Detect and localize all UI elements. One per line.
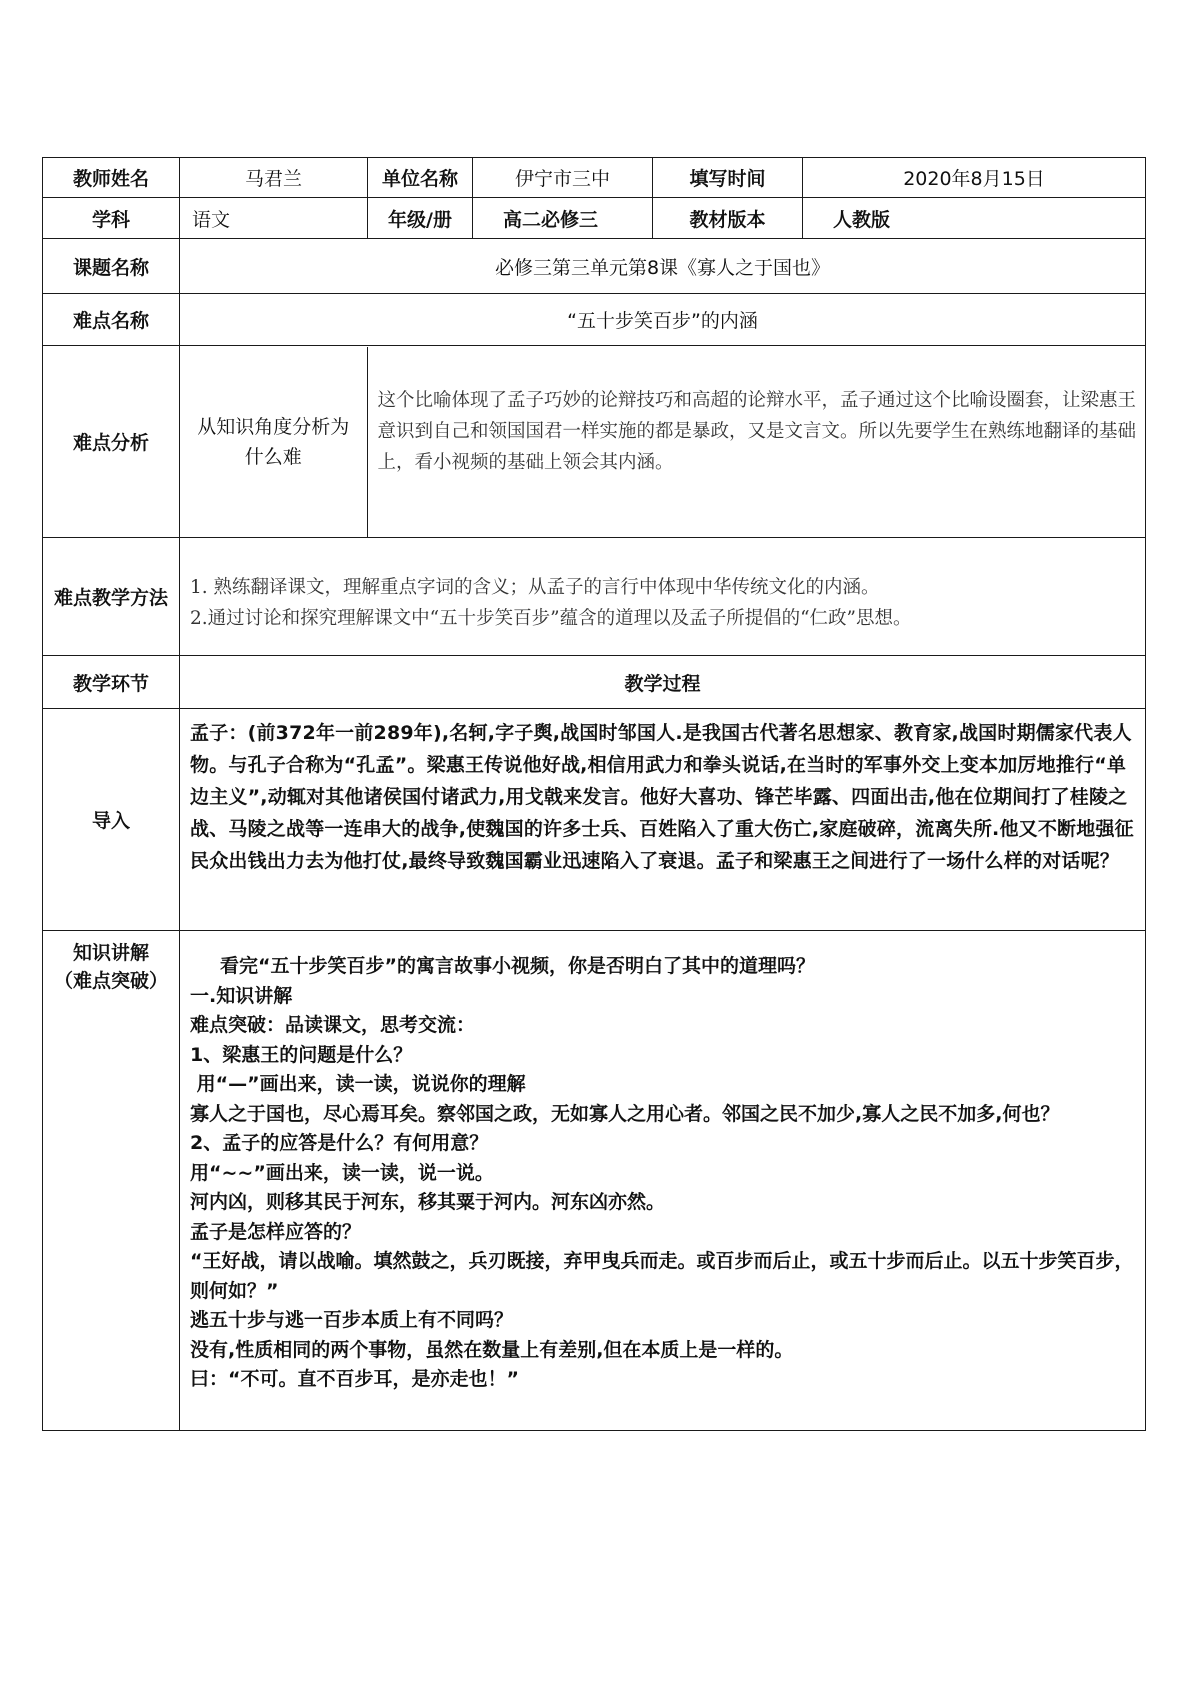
knowledge-line: 寡人之于国也，尽心焉耳矣。察邻国之政，无如寡人之用心者。邻国之民不加少,寡人之民不加多,何也？: [190, 1102, 1060, 1125]
intro-row: [43, 709, 1146, 931]
analysis-cell: [180, 346, 1146, 538]
topic-label: 课题名称: [43, 239, 180, 294]
knowledge-line: 2、孟子的应答是什么？有何用意？: [190, 1132, 489, 1154]
knowledge-line: 难点突破：品读课文，思考交流：: [190, 1014, 476, 1036]
analysis-inner-table: [180, 347, 1145, 537]
analysis-sub-label: 从知识角度分析为什么难: [180, 347, 367, 537]
teacher-name-value: 马君兰: [180, 158, 368, 198]
analysis-text: 这个比喻体现了孟子巧妙的论辩技巧和高超的论辩水平，孟子通过这个比喻设圈套，让梁惠王意识到自己和领国国君一样实施的都是暴政，又是文言文。所以先要学生在熟练地翻译的基础上，看小视频的基础上领会其内涵。: [377, 389, 1137, 473]
subject-value: 语文: [180, 198, 368, 239]
analysis-row: [43, 346, 1146, 538]
intro-cell: [180, 709, 1146, 931]
method-label: 难点教学方法: [43, 538, 180, 656]
difficulty-value: “五十步笑百步”的内涵: [180, 294, 1146, 346]
unit-name-label: 单位名称: [368, 158, 473, 198]
process-header-row: [43, 656, 1146, 709]
analysis-label: 难点分析: [43, 346, 180, 538]
fill-date-value: 2020年8月15日: [803, 158, 1146, 198]
knowledge-line: 河内凶，则移其民于河东，移其粟于河内。河东凶亦然。: [190, 1191, 666, 1213]
topic-value: 必修三第三单元第8课《寡人之于国也》: [180, 239, 1146, 294]
intro-text: 孟子：(前372年一前289年),名轲,字子舆,战国时邹国人.是我国古代著名思想家、教育家,战国时期儒家代表人物。与孔子合称为“孔孟”。梁惠王传说他好战,相信用武力和拳头说话,在当时的军事外交上变本加厉地推行“单边主义”,动辄对其他诸侯国付诸武力,用戈戟来发言。他好大喜功、锋芒毕露、四面出击,他在位期间打了桂陵之战、马陵之战等一连串大的战争,使魏国的许多士兵、百姓陷入了重大伤亡,家庭破碎，流离失所.他又不断地强征民众出钱出力去为他打仗,最终导致魏国霸业迅速陷入了衰退。孟子和梁惠王之间进行了一场什么样的对话呢？: [190, 722, 1134, 872]
knowledge-line: 孟子是怎样应答的？: [190, 1220, 362, 1243]
process-stage-label: 教学环节: [43, 656, 180, 709]
knowledge-row: [43, 931, 1146, 1431]
edition-value: 人教版: [803, 198, 1146, 239]
topic-row: [43, 239, 1146, 294]
lesson-plan-sheet: [42, 157, 1145, 1431]
knowledge-label-line-2: （难点突破）: [53, 970, 168, 992]
knowledge-line: 逃五十步与逃一百步本质上有不同吗？: [190, 1309, 514, 1331]
knowledge-line: 用“~~”画出来，读一读，说一说。: [190, 1161, 494, 1184]
grade-label: 年级/册: [368, 198, 473, 239]
intro-label: 导入: [43, 709, 180, 931]
knowledge-line: 1、梁惠王的问题是什么？: [190, 1043, 413, 1066]
method-cell: [180, 538, 1146, 656]
knowledge-label-line-1: 知识讲解: [72, 942, 149, 964]
difficulty-row: [43, 294, 1146, 346]
knowledge-line: 曰：“不可。直不百步耳，是亦走也！”: [190, 1368, 519, 1390]
fill-date-label: 填写时间: [653, 158, 803, 198]
lesson-plan-table: [42, 157, 1146, 1431]
subject-label: 学科: [43, 198, 180, 239]
header-row-2: [43, 198, 1146, 239]
knowledge-line: “王好战，请以战喻。填然鼓之，兵刃既接，弃甲曳兵而走。或百步而后止，或五十步而后止。以五十步笑百步，则何如？”: [190, 1250, 1134, 1302]
teacher-name-label: 教师姓名: [43, 158, 180, 198]
knowledge-label-cell: [43, 931, 180, 1431]
knowledge-line: 一.知识讲解: [190, 984, 293, 1007]
knowledge-line: 用“—”画出来，读一读，说说你的理解: [190, 1073, 526, 1095]
method-row: [43, 538, 1146, 656]
method-item-2: 2.通过讨论和探究理解课文中“五十步笑百步”蕴含的道理以及孟子所提倡的“仁政”思想。: [190, 607, 912, 629]
knowledge-line: 没有,性质相同的两个事物，虽然在数量上有差别,但在本质上是一样的。: [190, 1338, 794, 1361]
knowledge-line: 看完“五十步笑百步”的寓言故事小视频，你是否明白了其中的道理吗？: [220, 955, 815, 977]
header-row-1: [43, 158, 1146, 198]
method-item-1: 1. 熟练翻译课文，理解重点字词的含义；从孟子的言行中体现中华传统文化的内涵。: [190, 576, 880, 598]
process-content-label: 教学过程: [180, 656, 1146, 709]
edition-label: 教材版本: [653, 198, 803, 239]
grade-value: 高二必修三: [473, 198, 653, 239]
knowledge-cell: [180, 931, 1146, 1431]
unit-name-value: 伊宁市三中: [473, 158, 653, 198]
difficulty-label: 难点名称: [43, 294, 180, 346]
